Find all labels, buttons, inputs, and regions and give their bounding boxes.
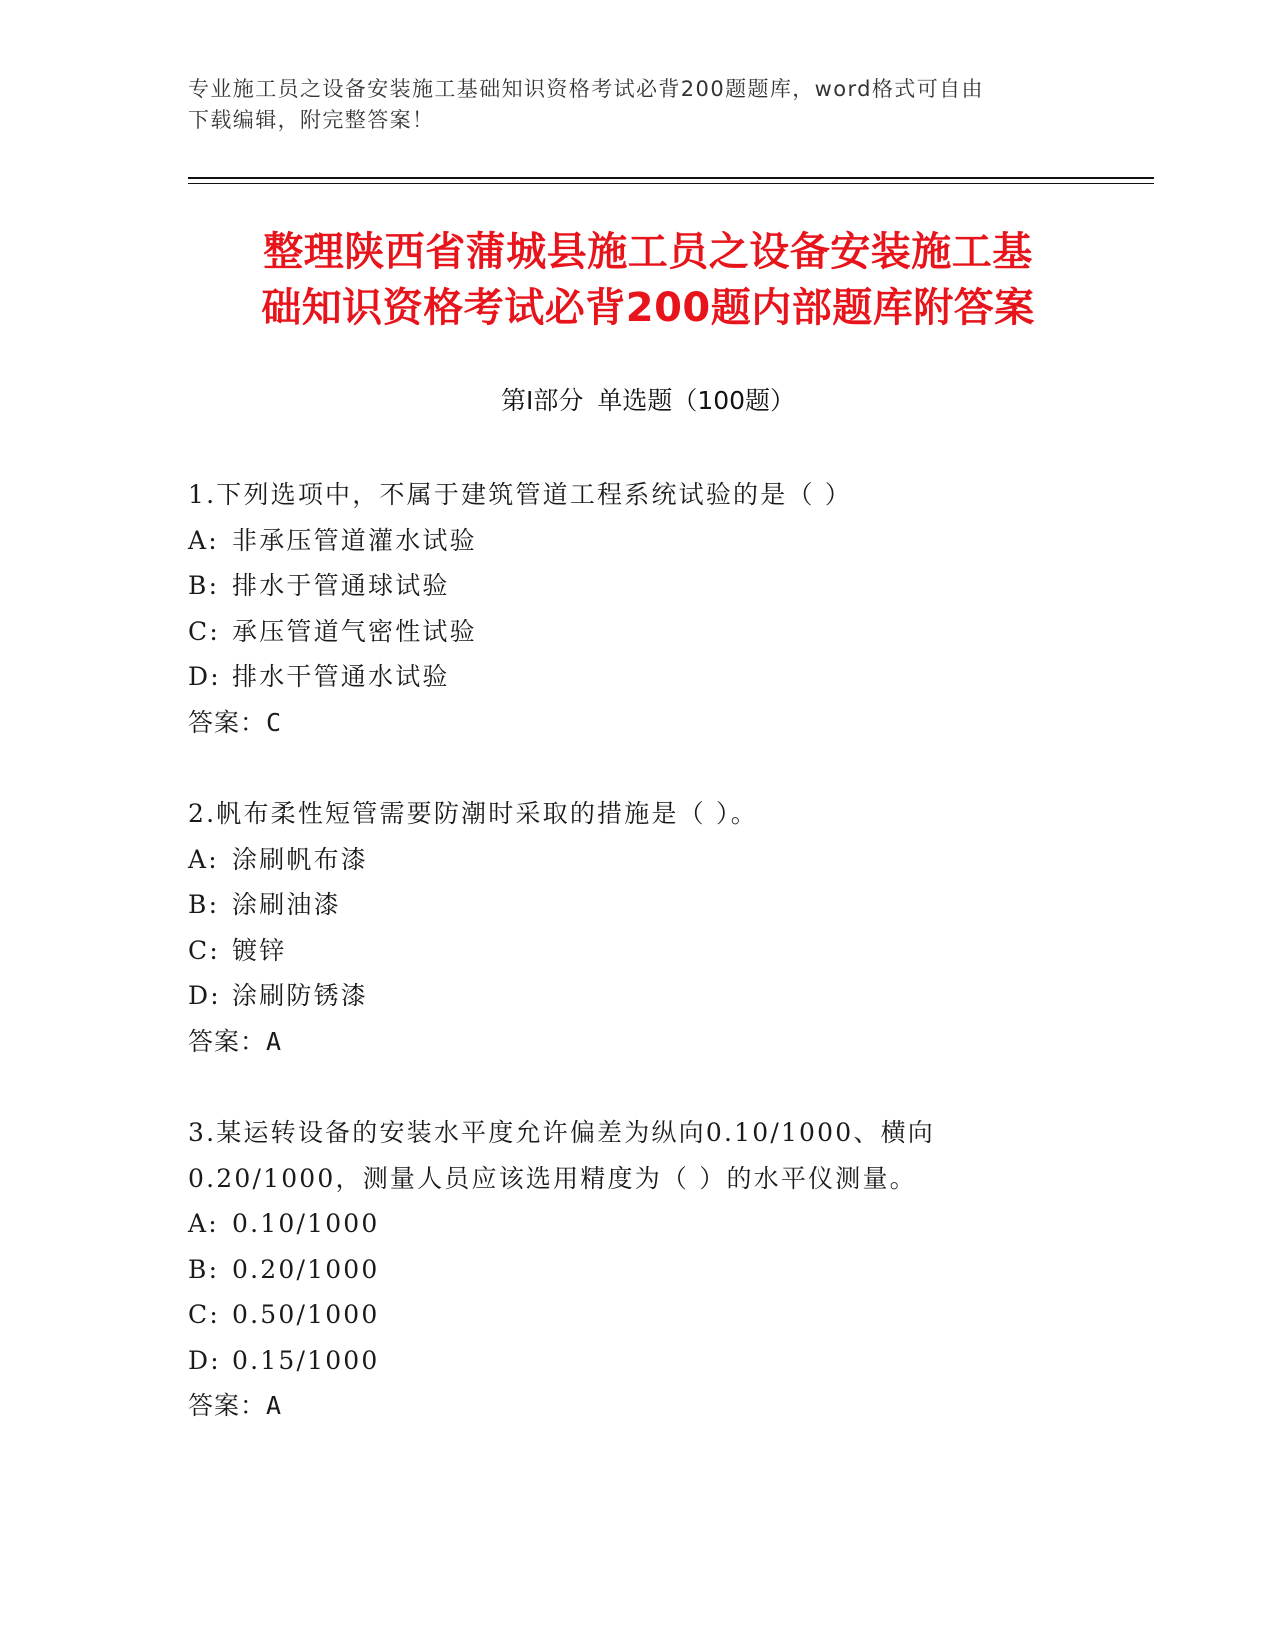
option-label: C:: [188, 935, 220, 965]
option-label: A:: [188, 1209, 219, 1238]
question-3-option-a: [188, 1201, 1108, 1247]
question-1-stem: 1.下列选项中，不属于建筑管道工程系统试验的是（ ）: [188, 480, 853, 509]
document-title: [188, 224, 1108, 336]
question-2-stem: 2.帆布柔性短管需要防潮时采取的措施是（ ）。: [188, 799, 758, 828]
question-2-option-c: [188, 928, 1108, 974]
option-text: 排水于管通球试验: [232, 571, 450, 600]
option-text: 镀锌: [232, 935, 287, 965]
answer-label: 答案：: [188, 707, 267, 737]
question-3-option-d: [188, 1338, 1108, 1384]
question-1-option-b: [188, 563, 1108, 609]
option-label: A:: [188, 844, 219, 874]
question-list: [188, 472, 1108, 1475]
option-label: A:: [188, 525, 219, 555]
option-text: 0.10/1000: [232, 1209, 380, 1238]
option-label: D:: [188, 662, 221, 691]
header-note: [188, 74, 1088, 136]
option-text: 0.20/1000: [232, 1254, 380, 1284]
document-title-line-2: 础知识资格考试必背200题内部题库附答案: [261, 285, 1035, 331]
option-label: D:: [188, 981, 221, 1010]
option-text: 涂刷油漆: [232, 890, 341, 919]
question-1-option-d: [188, 654, 1108, 700]
option-label: C:: [188, 1300, 220, 1329]
option-text: 涂刷帆布漆: [232, 844, 369, 874]
question-3-stem-line-2: 0.20/1000，测量人员应该选用精度为（ ）的水平仪测量。: [188, 1163, 917, 1193]
question-3-stem-line-1: 3.某运转设备的安装水平度允许偏差为纵向0.10/1000、横向: [188, 1118, 935, 1147]
question-3-option-b: [188, 1247, 1108, 1293]
section-part: 第Ⅰ部分: [500, 386, 584, 415]
header-note-line-1: 专业施工员之设备安装施工基础知识资格考试必背200题题库，word格式可自由: [188, 77, 984, 101]
section-name: 单选题（100题）: [597, 386, 796, 415]
question-1-answer: [188, 700, 1108, 746]
question-2: [188, 791, 1108, 1064]
option-label: B:: [188, 890, 220, 919]
question-2-option-b: [188, 882, 1108, 928]
option-label: B:: [188, 571, 220, 600]
option-text: 0.50/1000: [232, 1300, 380, 1329]
option-label: C:: [188, 616, 220, 646]
question-2-option-d: [188, 973, 1108, 1019]
question-2-answer: [188, 1019, 1108, 1065]
question-3: [188, 1110, 1108, 1429]
question-1-option-a: [188, 518, 1108, 564]
option-text: 0.15/1000: [232, 1345, 380, 1375]
header-note-line-2: 下载编辑，附完整答案！: [188, 108, 435, 132]
option-text: 涂刷防锈漆: [232, 981, 369, 1010]
question-3-answer: [188, 1383, 1108, 1429]
answer-value: A: [266, 1391, 283, 1420]
answer-value: A: [266, 1026, 283, 1056]
option-text: 承压管道气密性试验: [232, 616, 477, 646]
question-1-option-c: [188, 609, 1108, 655]
answer-value: C: [266, 707, 283, 737]
answer-label: 答案：: [188, 1026, 267, 1056]
document-title-line-1: 整理陕西省蒲城县施工员之设备安装施工基: [263, 229, 1033, 275]
header-divider-thick: [188, 177, 1154, 179]
option-text: 非承压管道灌水试验: [232, 525, 477, 555]
question-2-option-a: [188, 837, 1108, 883]
answer-label: 答案：: [188, 1391, 267, 1420]
question-3-option-c: [188, 1292, 1108, 1338]
section-heading: [188, 384, 1108, 418]
option-label: D:: [188, 1345, 221, 1375]
option-label: B:: [188, 1254, 220, 1284]
option-text: 排水干管通水试验: [232, 662, 450, 691]
question-1: [188, 472, 1108, 745]
header-divider-thin: [188, 183, 1154, 184]
